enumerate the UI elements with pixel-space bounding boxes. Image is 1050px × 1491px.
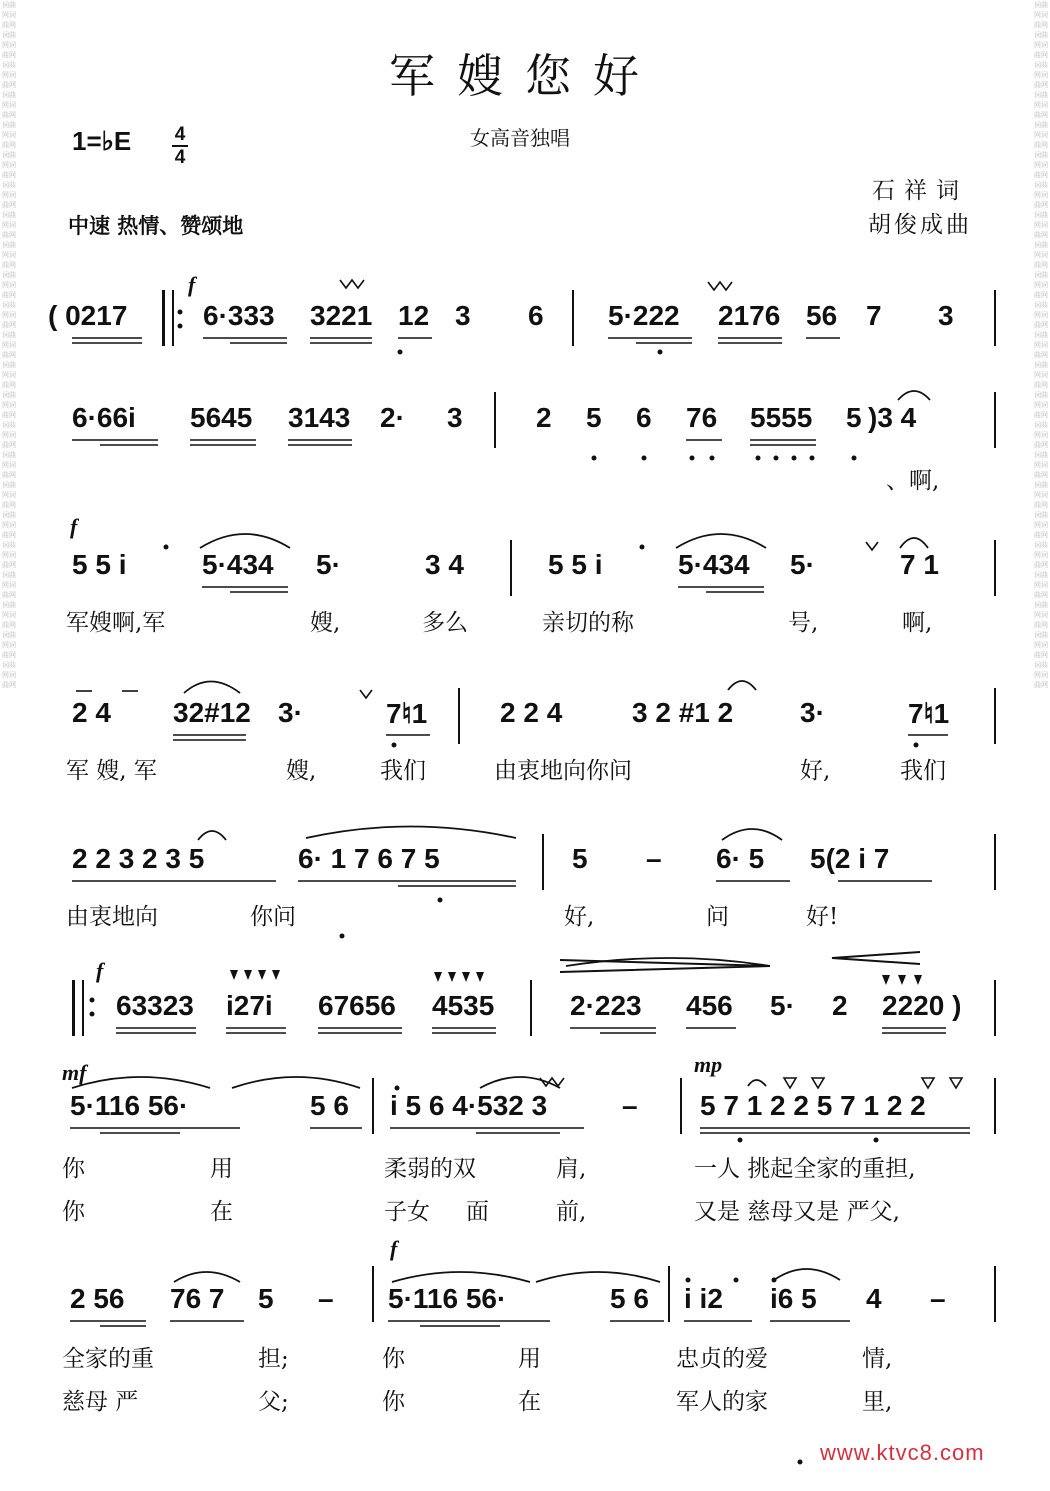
note-group: 5 [846,402,862,433]
lyric-text: 啊, [902,610,933,636]
barline [530,980,532,1036]
note-group: 4535 [432,990,495,1021]
note-group: 7♮1 [386,698,428,729]
barline [994,540,996,596]
lyric-text: 多么 [422,610,468,636]
note-group: 6·333 [203,300,275,331]
note-group: i6 5 [770,1283,817,1314]
note-group: 5 [258,1283,274,1314]
barline [82,980,84,1036]
note-group: 6· 5 [716,843,765,874]
note-group: 6· 1 7 6 7 5 [298,843,440,874]
note-group: )3 4 [868,402,917,433]
barline [372,1266,374,1322]
underlines [70,338,970,1326]
barline [172,290,174,346]
lyric-text: 你 [62,1199,85,1225]
lyric-text: 嫂, [286,758,317,784]
lyric-text: 亲切的称 [542,610,634,636]
note-group: – [622,1090,638,1121]
note-group: 5·116 56· [388,1283,507,1314]
note-group: 5·222 [608,300,680,331]
lyric-text: 面 [466,1199,489,1225]
note-group: 4 [866,1283,882,1314]
barline [372,1078,374,1134]
octave-dots [164,350,919,1465]
lyric-text: 子女 [384,1199,430,1225]
lyric-text: 忠贞的爱 [676,1346,768,1372]
tempo-marking: 中速 热情、赞颂地 [68,214,244,238]
song-subtitle: 女高音独唱 [470,126,570,150]
note-group: 63323 [116,990,194,1021]
lyric-text: 你 [382,1389,405,1415]
lyric-text: 一人 挑起全家的重担, [694,1156,916,1182]
note-group: 5·434 [678,549,750,580]
lyric-text: 嫂, [310,610,341,636]
lyricist-credit: 石祥词 [872,178,968,204]
note-group: 76 [686,402,718,433]
dynamic-marking: f [96,958,104,983]
key-signature: 1=♭E [72,126,132,156]
note-group: 3221 [310,300,373,331]
note-group: 5 6 [610,1283,649,1314]
note-group: 5 [586,402,602,433]
note-group: 6 [528,300,544,331]
note-group: 2 [832,990,848,1021]
note-group: 7 [866,300,882,331]
lyric-text: 在 [518,1389,541,1415]
lyric-text: 军嫂啊,军 [66,610,166,636]
lyric-text: 你 [382,1346,405,1372]
lyric-text: 用 [518,1346,541,1372]
note-group: 5555 [750,402,813,433]
note-group: i27i [226,990,273,1021]
note-group: 2 2 3 2 3 5 [72,843,205,874]
note-group: 3 4 [425,549,464,580]
note-group: 2· [380,402,405,433]
lyric-text: 你问 [250,904,296,930]
note-group: 2220 ) [882,990,962,1021]
barline [994,1266,996,1322]
barlines-repeat-dots [90,310,183,1017]
barline [510,540,512,596]
lyric-text: 军人的家 [676,1389,768,1415]
note-group: 3· [278,697,303,728]
note-group: ( 0217 [48,300,128,331]
note-group: i i2 [684,1283,723,1314]
note-group: 2 4 [72,697,111,728]
dynamic-marking: f [188,272,196,297]
time-top: 4 [174,124,186,145]
lyric-text: 好, [564,904,595,930]
watermark-side-right: 词曲网词曲网词曲网词曲网词曲网词曲网词曲网词曲网词曲网词曲网词曲网词曲网词曲网词曲网词曲网词曲网词曲网词曲网词曲网词曲网词曲网词曲网词曲网词曲网词曲网词曲网词曲网词曲网词曲网词曲网词曲网词曲网词曲网词曲网词曲网词曲网词曲网词曲网词曲网词曲网词曲网词曲网词曲网词曲网词曲网词曲网 [1034,1,1048,689]
barline [494,392,496,448]
site-watermark: www.ktvc8.com [820,1440,985,1465]
lyric-text: 由衷地向 [66,904,158,930]
note-group: 3· [800,697,825,728]
note-group: 7 1 [900,549,939,580]
note-group: 5 7 1 2 2 5 7 1 2 2 [700,1090,926,1121]
lyric-text: 慈母 严 [62,1389,139,1415]
barline [994,688,996,744]
note-group: 5· [316,549,341,580]
note-group: 5 5 i [548,549,603,580]
note-group: 32#12 [173,697,251,728]
lyric-text: 由衷地向你问 [494,758,632,784]
lyric-text: 好! [806,904,839,930]
lyric-text: 用 [210,1156,233,1182]
note-group: 2 [536,402,552,433]
dynamic-marking: mp [694,1052,723,1077]
time-bottom: 4 [174,147,186,168]
note-group: 5 6 [310,1090,349,1121]
note-group: 5 [572,843,588,874]
dynamic-marking: mf [62,1060,87,1085]
lyric-text: 你 [62,1156,85,1182]
note-group: 2 56 [70,1283,125,1314]
note-group: 5· [770,990,795,1021]
lyric-text: 在 [210,1199,233,1225]
barline [458,688,460,744]
lyric-text: 情, [862,1346,893,1372]
note-group: i 5 6 4·532 3 [390,1090,548,1121]
lyric-text: 父; [258,1389,289,1415]
note-group: 2·223 [570,990,642,1021]
barline [994,980,996,1036]
lyric-text: 问 [706,904,729,930]
note-group: – [646,843,662,874]
lyric-text: 又是 慈母又是 严父, [694,1199,900,1225]
barline [994,392,996,448]
tenuto-marks [76,280,962,1088]
repeat-start-barline [162,290,165,346]
note-group: 67656 [318,990,396,1021]
note-group: 5· [790,549,815,580]
watermark-side-left: 词曲网词曲网词曲网词曲网词曲网词曲网词曲网词曲网词曲网词曲网词曲网词曲网词曲网词曲网词曲网词曲网词曲网词曲网词曲网词曲网词曲网词曲网词曲网词曲网词曲网词曲网词曲网词曲网词曲网词曲网词曲网词曲网词曲网词曲网词曲网词曲网词曲网词曲网词曲网词曲网词曲网词曲网词曲网词曲网词曲网词曲网 [2,1,16,689]
note-group: 3 2 #1 2 [632,697,734,728]
repeat-start-barline [72,980,75,1036]
lyric-text: 好, [800,758,831,784]
note-group: 5·434 [202,549,274,580]
note-group: 56 [806,300,838,331]
lyric-text: 我们 [380,758,426,784]
note-group: 5 5 i [72,549,127,580]
slurs [72,391,933,1282]
note-group: 7♮1 [908,698,950,729]
barline [994,834,996,890]
lyric-text: 前, [556,1199,587,1225]
song-title: 军嫂您好 [389,49,661,103]
dynamic-marking: f [70,514,78,539]
barline [572,290,574,346]
note-group: 2 2 4 [500,697,563,728]
lyric-text: 我们 [900,758,946,784]
lyric-text: 柔弱的双 [384,1156,476,1182]
note-group: 5(2 i 7 [810,843,890,874]
note-group: 3 [447,402,463,433]
barline [668,1266,670,1322]
barline [994,290,996,346]
note-group: 5·116 56· [70,1090,189,1121]
dynamic-marking: f [390,1236,398,1261]
lyric-text: 全家的重 [62,1346,154,1372]
note-group: 2176 [718,300,781,331]
lyric-text: 里, [862,1389,893,1415]
composer-credit: 胡俊成曲 [868,212,972,238]
note-group: 5645 [190,402,253,433]
lyric-text: 军 嫂, 军 [66,758,157,784]
note-group: 76 7 [170,1283,225,1314]
note-group: – [318,1283,334,1314]
note-group: 6 [636,402,652,433]
note-group: 3143 [288,402,351,433]
note-group: – [930,1283,946,1314]
lyric-text: 担; [258,1346,289,1372]
note-group: 456 [686,990,733,1021]
barline [680,1078,682,1134]
barline [542,834,544,890]
barline [994,1078,996,1134]
note-group: 6·66i [72,402,136,433]
lyric-text: 号, [788,610,819,636]
lyric-text: 、啊, [886,468,940,494]
note-group: 3 [455,300,471,331]
note-group: 12 [398,300,430,331]
lyric-text: 肩, [556,1156,587,1182]
note-group: 3 [938,300,954,331]
